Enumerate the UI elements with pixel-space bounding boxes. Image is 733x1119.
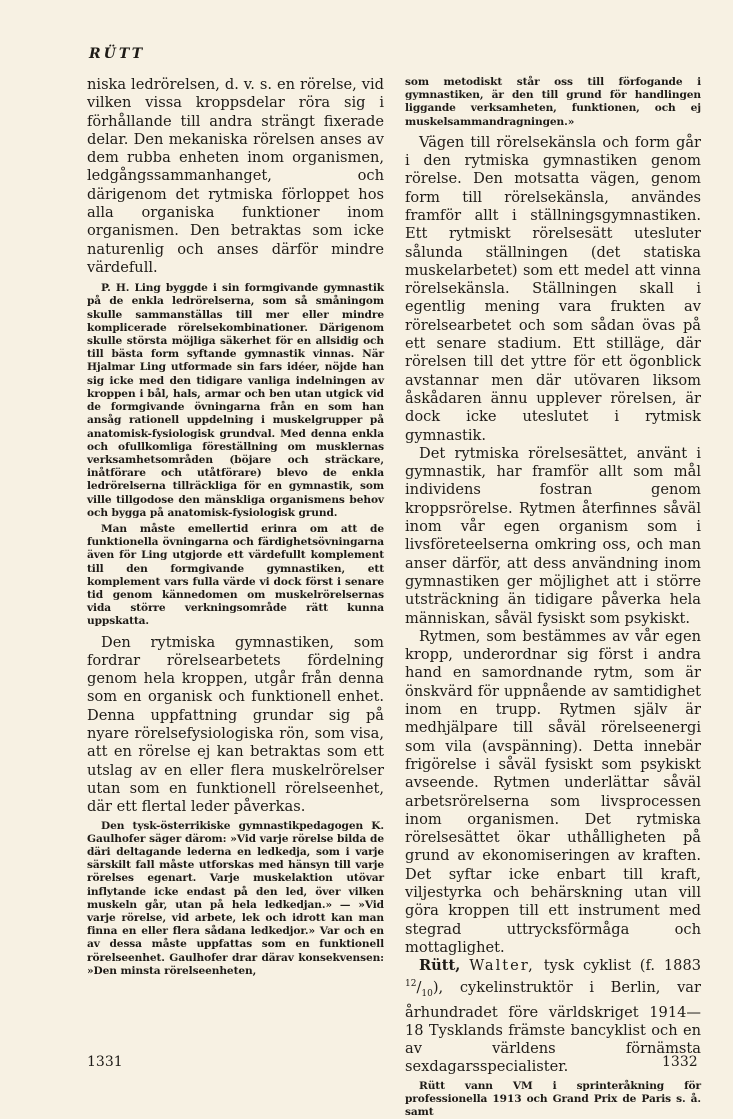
running-head: RÜTT	[89, 46, 146, 62]
right-paragraph-1: som metodiskt står oss till förfogande i gymnastiken, är den till grund för handlingen liggande verksamheten, funktionen, och ej muskelsammandragningen.»	[405, 76, 701, 128]
encyclopedia-entry: Rütt, Walter, tysk cyklist (f. 1883 $^{12}/_{10}$), cykelinstruktör i Berlin, var århundradet före världskriget 1914—18 Tysklands främste bancyklist och en av världens förnämsta sexdagarsspecialister.	[405, 957, 702, 1076]
right-paragraph-3: Det rytmiska rörelsesättet, använt i gymnastik, har framför allt som mål individens fostran genom kroppsrörelse. Rytmen återfinnes såväl inom vår egen organism som i livsföreteelserna omkring oss, och man anser därför, att dess användning inom gymnastiken ger möjlighet att i större utsträckning än tidigare påverka hela människan, såväl fysiskt som psykiskt.	[405, 444, 701, 627]
entry-date-day: 12	[405, 979, 417, 990]
entry-intro: tysk cyklist (f. 1883	[543, 957, 702, 975]
left-column	[87, 76, 384, 978]
left-paragraph-4: Den rytmiska gymnastiken, som fordrar rörelsearbetets fördelning genom hela kroppen, utgår från denna som en organisk och funktionell enhet. Denna uppfattning grundar sig på nyare rörelsefysiologiska rön, som visa, att en rörelse ej kan betraktas som ett utslag av en eller flera muskelrörelser utan som en funktionell rörelseenhet, där ett flertal leder påverkas.	[87, 633, 384, 816]
left-paragraph-5: Den tysk-österrikiske gymnastikpedagogen K. Gaulhofer säger därom: »Vid varje rörelse bilda de däri deltagande lederna en ledkedja, som i varje särskilt fall måste utforskas med hänsyn till varje rörelses egenart. Varje muskelaktion utövar inflytande icke endast på den led, över vilken muskeln går, utan på hela ledkedjan.» — »Vid varje rörelse, vid arbete, lek och idrott kan man finna en eller flera sådana ledkedjor.» Var och en av dessa måste uppfattas som en funktionell rörelseenhet. Gaulhofer drar därav konsekvensen: »Den minsta rörelseenheten,	[87, 819, 384, 977]
left-paragraph-2: P. H. Ling byggde i sin formgivande gymnastik på de enkla ledrörelserna, som så småningom skulle sammanställas till mer eller mindre komplicerade rörelsekombinationer. Därigenom skulle största möjliga säkerhet för en allsidig och till bästa form syftande gymnastik vinnas. När Hjalmar Ling utformade sin fars idéer, nöjde han sig icke med den tidigare vanliga indelningen av kroppen i bål, hals, armar och ben utan utgick vid de formgivande övningarna från en som han ansåg rationell uppdelning i muskelgrupper på anatomisk-fysiologisk grundval. Med denna enkla och ofullkomliga föreställning om musklernas verksamhetsområden (böjare och sträckare, inåtförare och utåtförare) blevo de enkla ledrörelserna tillräckliga för en gymnastik, som ville tillgodose den mänskliga organismens behov och bygga på anatomisk-fysiologisk grund.	[87, 282, 384, 519]
page-number-left: 1331	[87, 1054, 123, 1070]
right-paragraph-6: Rütt vann VM i sprinteråkning för professionella 1913 och Grand Prix de Paris s. å. samt	[405, 1079, 701, 1119]
entry-headword: Rütt,	[419, 957, 461, 975]
right-paragraph-2: Vägen till rörelsekänsla och form går i den rytmiska gymnastiken genom rörelse. Den motsatta vägen, genom form till rörelsekänsla, användes framför allt i ställningsgymnastiken. Ett rytmiskt rörelsesätt utesluter sålunda ställningen (det statiska muskelarbetet) som ett medel att vinna rörelsekänsla. Ställningen skall i egentlig mening vara frukten av rörelsearbetet och som sådan övas på ett senare stadium. Ett stilläge, där rörelsen till det yttre för ett ögonblick avstannar men där utövaren liksom åskådaren ännu upplever rörelsen, är dock icke uteslutet i rytmisk gymnastik.	[405, 133, 701, 444]
page-number-right: 1332	[662, 1054, 698, 1070]
entry-body: ), cykelinstruktör i Berlin, var århundradet före världskriget 1914—18 Tysklands främste bancyklist och en av världens förnämsta sexdagarsspecialister.	[405, 979, 701, 1076]
entry-first-name: Walter,	[469, 957, 535, 975]
right-paragraph-4: Rytmen, som bestämmes av vår egen kropp, underordnar sig först i andra hand en samordnande rytm, som är önskvärd för uppnående av samtidighet inom en trupp. Rytmen själv är medhjälpare till såväl rörelseenergi som vila (avspänning). Detta innebär frigörelse i såväl fysiskt som psykiskt avseende. Rytmen underlättar såväl arbetsrörelserna som livsprocessen inom organismen. Det rytmiska rörelsesättet ökar uthålligheten på grund av ekonomiseringen av kraften. Det syftar icke enbart till kraft, viljestyrka och behärskning utan vill göra kroppen till ett instrument med stegrad uttrycksförmåga och mottaglighet.	[405, 627, 701, 956]
entry-date-month: 10	[421, 989, 433, 1000]
right-column	[405, 76, 701, 1119]
left-paragraph-3: Man måste emellertid erinra om att de funktionella övningarna och färdighetsövningarna även för Ling utgjorde ett värdefullt komplement till den formgivande gymnastiken, ett komplement vars fulla värde vi dock först i senare tid genom kännedomen om muskelrörelsernas vida större verkningsområde rätt kunna uppskatta.	[87, 522, 384, 628]
left-paragraph-1: niska ledrörelsen, d. v. s. en rörelse, vid vilken vissa kroppsdelar röra sig i förhållande till andra strängt fixerade delar. Den mekaniska rörelsen anses av dem rubba enheten inom organismen, ledgångssammanhanget, och därigenom det rytmiska förloppet hos alla organiska funktioner inom organismen. Den betraktas som icke naturenlig och anses därför mindre värdefull.	[87, 76, 384, 276]
